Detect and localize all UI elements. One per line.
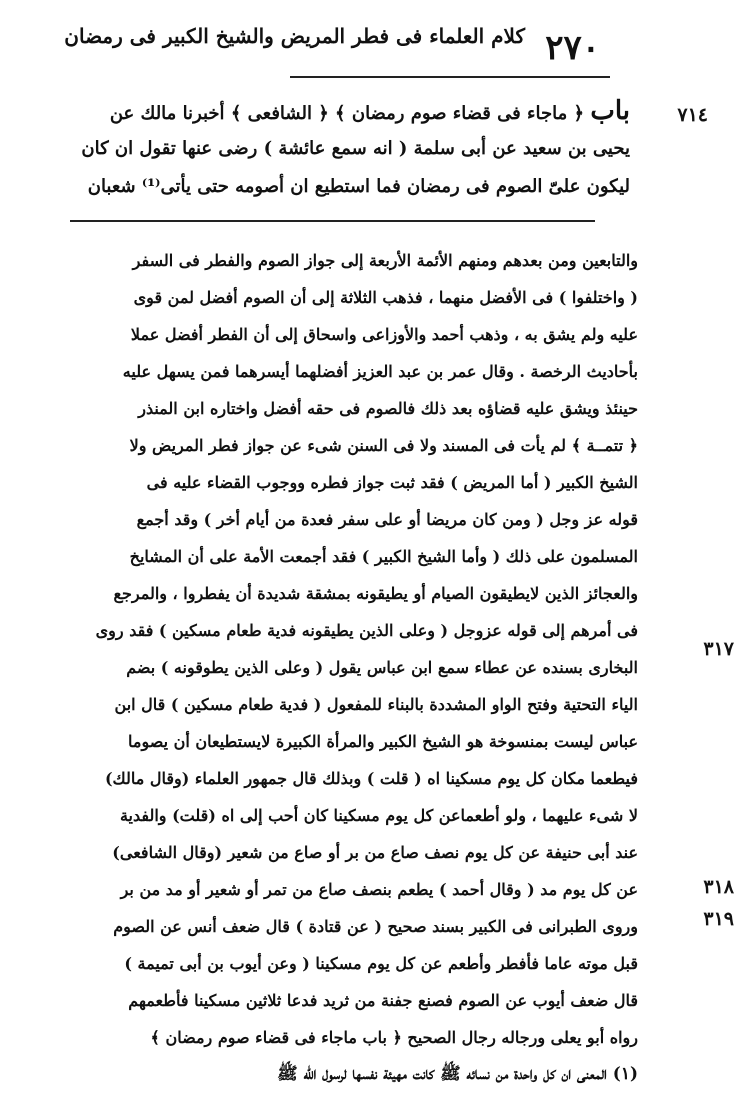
commentary-line: الشيخ الكبير ( أما المريض ) فقد ثبت جواز فطره ووجوب القضاء عليه فى	[146, 473, 638, 492]
commentary-line: ( واختلفوا ) فى الأفضل منهما ، فذهب الثلاثة إلى أن الصوم أفضل لمن قوى	[133, 288, 638, 307]
commentary-line: والتابعين ومن بعدهم ومنهم الأئمة الأربعة إلى جواز الصوم والفطر فى السفر	[132, 251, 638, 270]
commentary-line: فيطعما مكان كل يوم مسكينا اه ( قلت ) وبذلك قال جمهور العلماء (وقال مالك)	[104, 769, 638, 788]
commentary-line: والعجائز الذين لايطيقون الصيام أو يطيقونه بمشقة شديدة أن يفطروا ، والمرجع	[113, 584, 638, 603]
commentary-line: عند أبى حنيفة عن كل يوم نصف صاع من بر أو صاع من شعير (وقال الشافعى)	[112, 843, 638, 862]
commentary-line: بأحاديث الرخصة . وقال عمر بن عبد العزيز أفضلهما أيسرهما فمن يسهل عليه	[122, 362, 638, 381]
commentary-line: عن كل يوم مد ( وقال أحمد ) يطعم بنصف صاع من تمر أو شعير أو مد من بر	[120, 880, 638, 899]
commentary-line: المسلمون على ذلك ( وأما الشيخ الكبير ) فقد أجمعت الأمة على أن المشايخ	[129, 547, 638, 566]
main-line-1-text: ﴿ ماجاء فى قضاء صوم رمضان ﴾ ﴿ الشافعى ﴾ أخبرنا مالك عن	[109, 103, 585, 124]
page-number: ٢٧٠	[545, 28, 600, 68]
text-commentary-divider	[70, 220, 595, 222]
commentary-line: رواه أبو يعلى ورجاله رجال الصحيح ﴿ باب ماجاء فى قضاء صوم رمضان ﴾	[150, 1028, 638, 1047]
page-header	[64, 14, 610, 74]
main-line-3: ليكون علىّ الصوم فى رمضان فما استطيع ان أصومه حتى يأتى⁽¹⁾ شعبان	[87, 176, 630, 197]
commentary-line: فى أمرهم إلى قوله عزوجل ( وعلى الذين يطيقونه فدية طعام مسكين ) فقد روى	[95, 621, 638, 640]
commentary-line: قبل موته عاما فأفطر وأطعم عن كل يوم مسكينا ( وعن أيوب بن أبى تميمة )	[124, 954, 638, 973]
commentary-line: لا شىء عليهما ، ولو أطعماعن كل يوم مسكينا كان أحب إلى اه (قلت) والفدية	[119, 806, 638, 825]
header-divider	[290, 76, 610, 78]
commentary-line: حينئذ ويشق عليه قضاؤه بعد ذلك فالصوم فى حقه أفضل واختاره ابن المنذر	[138, 399, 638, 418]
commentary-line: عباس ليست بمنسوخة هو الشيخ الكبير والمرأة الكبيرة لايستطيعان أن يصوما	[128, 732, 638, 751]
commentary-block	[58, 242, 638, 1093]
hadith-number: ٧١٤	[677, 104, 708, 126]
commentary-line: البخارى بسنده عن عطاء سمع ابن عباس يقول ( وعلى الذين يطوقونه ) بضم	[126, 658, 638, 677]
commentary-line: عليه ولم يشق به ، وذهب أحمد والأوزاعى واسحاق إلى أن الفطر أفضل عملا	[130, 325, 638, 344]
side-number-317: ٣١٧	[703, 638, 734, 660]
main-hadith-text	[70, 92, 630, 206]
side-number-318: ٣١٨	[703, 876, 734, 898]
footnote-line: (١) المعنى ان كل واحدة من نسائه ﷺ كانت مهيئة نفسها لرسول الله ﷺ	[277, 1064, 638, 1084]
side-number-319: ٣١٩	[703, 908, 734, 930]
bab-heading: باب	[590, 96, 630, 126]
commentary-line: قال ضعف أيوب عن الصوم فصنع جفنة من ثريد فدعا ثلاثين مسكينا فأطعمهم	[128, 991, 638, 1010]
commentary-line: وروى الطبرانى فى الكبير بسند صحيح ( عن قتادة ) قال ضعف أنس عن الصوم	[113, 917, 638, 936]
commentary-line: ﴿ تتمــة ﴾ لم يأت فى المسند ولا فى السنن شىء عن جواز فطر المريض ولا	[129, 436, 638, 455]
commentary-line: قوله عز وجل ( ومن كان مريضا أو على سفر فعدة من أيام أخر ) وقد أجمع	[136, 510, 638, 529]
commentary-line: الياء التحتية وفتح الواو المشددة بالبناء للمفعول ( فدية طعام مسكين ) قال ابن	[114, 695, 638, 714]
main-line-1	[70, 92, 630, 130]
main-line-2: يحيى بن سعيد عن أبى سلمة ( انه سمع عائشة ) رضى عنها تقول ان كان	[81, 138, 630, 159]
running-title: كلام العلماء فى فطر المريض والشيخ الكبير فى رمضان	[64, 24, 525, 48]
